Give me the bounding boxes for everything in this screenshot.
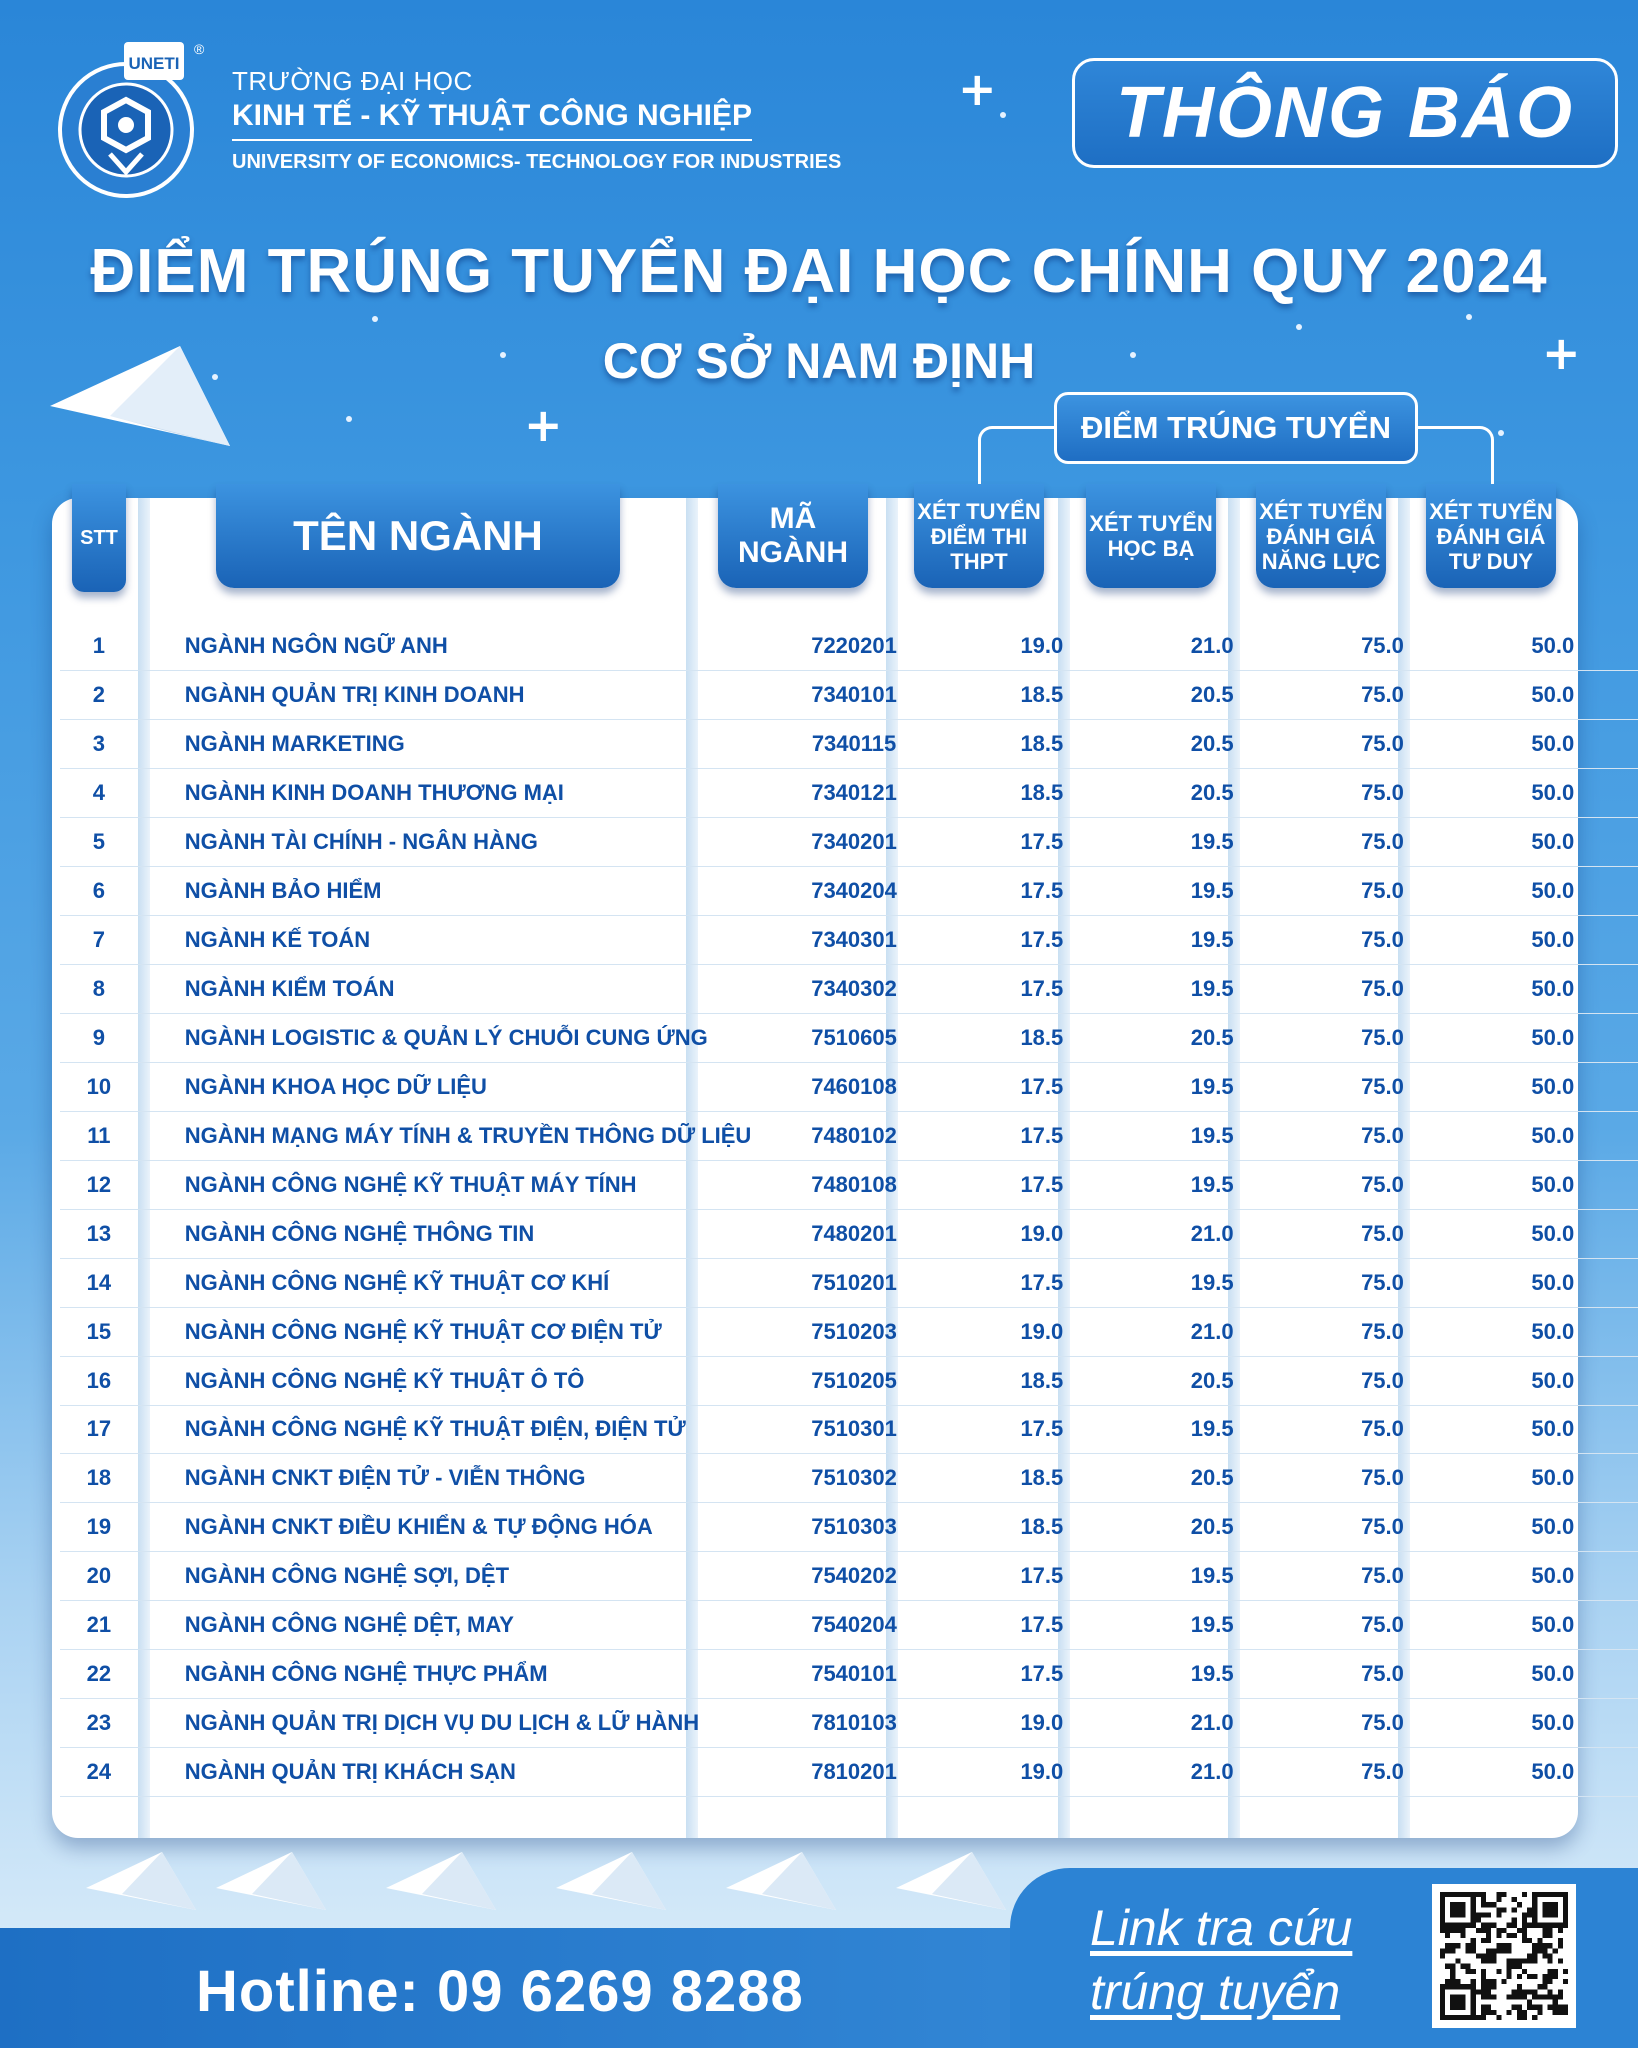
- row-score-tuduy: 50.0: [1468, 1014, 1638, 1063]
- row-score-tuduy: 50.0: [1468, 916, 1638, 965]
- row-score-nangluc: 75.0: [1297, 622, 1467, 671]
- row-major-name: NGÀNH QUẢN TRỊ KINH DOANH: [138, 671, 752, 720]
- paper-plane-icon: [896, 1852, 1006, 1912]
- row-score-nangluc: 75.0: [1297, 1503, 1467, 1552]
- header-code: [718, 484, 868, 588]
- table-row: [60, 1503, 1638, 1552]
- header-nangluc-line: XÉT TUYỂN: [1259, 498, 1383, 524]
- row-score-thpt: 17.5: [957, 1258, 1127, 1307]
- row-major-code: 7340201: [751, 818, 956, 867]
- header-stt-label: STT: [80, 526, 118, 549]
- row-score-tuduy: 50.0: [1468, 1503, 1638, 1552]
- row-score-nangluc: 75.0: [1297, 1258, 1467, 1307]
- row-score-hocba: 21.0: [1127, 1699, 1297, 1748]
- header-code-line: NGÀNH: [738, 536, 848, 569]
- row-score-thpt: 17.5: [957, 1650, 1127, 1699]
- row-score-nangluc: 75.0: [1297, 769, 1467, 818]
- table-row: [60, 769, 1638, 818]
- table-row: [60, 965, 1638, 1014]
- header-thpt-line: THPT: [950, 548, 1008, 574]
- lookup-link-line-2[interactable]: trúng tuyển: [1090, 1964, 1341, 2020]
- school-line-2: KINH TẾ - KỸ THUẬT CÔNG NGHIỆP: [232, 99, 752, 141]
- row-stt: 19: [60, 1503, 138, 1552]
- row-major-name: NGÀNH TÀI CHÍNH - NGÂN HÀNG: [138, 818, 752, 867]
- header-name-label: TÊN NGÀNH: [293, 512, 543, 559]
- row-score-thpt: 19.0: [957, 1209, 1127, 1258]
- row-score-nangluc: 75.0: [1297, 1748, 1467, 1797]
- row-major-name: NGÀNH CÔNG NGHỆ KỸ THUẬT CƠ KHÍ: [138, 1258, 752, 1307]
- row-major-name: NGÀNH KIỂM TOÁN: [138, 965, 752, 1014]
- header-thpt-line: ĐIỂM THI: [930, 523, 1028, 549]
- row-score-tuduy: 50.0: [1468, 867, 1638, 916]
- row-score-thpt: 17.5: [957, 965, 1127, 1014]
- row-score-thpt: 17.5: [957, 867, 1127, 916]
- row-stt: 20: [60, 1552, 138, 1601]
- row-score-tuduy: 50.0: [1468, 1405, 1638, 1454]
- page-title: ĐIỂM TRÚNG TUYỂN ĐẠI HỌC CHÍNH QUY 2024: [90, 237, 1548, 306]
- row-score-hocba: 19.5: [1127, 1160, 1297, 1209]
- row-major-name: NGÀNH KẾ TOÁN: [138, 916, 752, 965]
- score-group-label: ĐIỂM TRÚNG TUYỂN: [1054, 392, 1418, 464]
- header-name: [216, 484, 620, 588]
- row-score-thpt: 17.5: [957, 1062, 1127, 1111]
- row-stt: 23: [60, 1699, 138, 1748]
- row-score-nangluc: 75.0: [1297, 1356, 1467, 1405]
- row-stt: 12: [60, 1160, 138, 1209]
- row-stt: 1: [60, 622, 138, 671]
- header-tuduy-line: ĐÁNH GIÁ: [1436, 523, 1546, 549]
- row-major-name: NGÀNH BẢO HIỂM: [138, 867, 752, 916]
- row-score-nangluc: 75.0: [1297, 1209, 1467, 1258]
- row-major-name: NGÀNH CNKT ĐIỆN TỬ - VIỄN THÔNG: [138, 1454, 752, 1503]
- row-major-code: 7540204: [751, 1601, 956, 1650]
- row-major-code: 7510203: [751, 1307, 956, 1356]
- table-row: [60, 1014, 1638, 1063]
- row-score-nangluc: 75.0: [1297, 1650, 1467, 1699]
- row-major-name: NGÀNH CÔNG NGHỆ KỸ THUẬT CƠ ĐIỆN TỬ: [138, 1307, 752, 1356]
- header-hocba-line: HỌC BẠ: [1107, 536, 1195, 561]
- row-score-thpt: 17.5: [957, 1601, 1127, 1650]
- row-score-hocba: 19.5: [1127, 1111, 1297, 1160]
- row-score-thpt: 18.5: [957, 1454, 1127, 1503]
- table-row: [60, 1405, 1638, 1454]
- paper-plane-icon: [386, 1852, 496, 1912]
- row-stt: 17: [60, 1405, 138, 1454]
- row-major-name: NGÀNH CÔNG NGHỆ KỸ THUẬT Ô TÔ: [138, 1356, 752, 1405]
- row-major-code: 7340121: [751, 769, 956, 818]
- row-score-tuduy: 50.0: [1468, 1699, 1638, 1748]
- row-score-tuduy: 50.0: [1468, 622, 1638, 671]
- logo-text: UNETI: [128, 54, 180, 73]
- row-stt: 3: [60, 720, 138, 769]
- row-score-hocba: 19.5: [1127, 1552, 1297, 1601]
- results-table: [60, 622, 1638, 1797]
- row-score-hocba: 19.5: [1127, 1062, 1297, 1111]
- row-major-code: 7340115: [751, 720, 956, 769]
- row-major-name: NGÀNH QUẢN TRỊ KHÁCH SẠN: [138, 1748, 752, 1797]
- header-tuduy: [1426, 484, 1556, 588]
- row-score-thpt: 18.5: [957, 1503, 1127, 1552]
- row-score-thpt: 17.5: [957, 1111, 1127, 1160]
- row-major-name: NGÀNH CÔNG NGHỆ THÔNG TIN: [138, 1209, 752, 1258]
- table-row: [60, 1062, 1638, 1111]
- row-score-tuduy: 50.0: [1468, 769, 1638, 818]
- row-score-tuduy: 50.0: [1468, 1307, 1638, 1356]
- lookup-link[interactable]: [1090, 1896, 1352, 2024]
- row-score-thpt: 18.5: [957, 671, 1127, 720]
- row-score-tuduy: 50.0: [1468, 818, 1638, 867]
- row-major-code: 7510205: [751, 1356, 956, 1405]
- university-logo: [52, 41, 205, 202]
- table-row: [60, 622, 1638, 671]
- row-score-nangluc: 75.0: [1297, 1111, 1467, 1160]
- header-stt: [72, 484, 126, 592]
- row-score-thpt: 19.0: [957, 1307, 1127, 1356]
- row-score-hocba: 20.5: [1127, 1014, 1297, 1063]
- row-major-code: 7220201: [751, 622, 956, 671]
- row-score-thpt: 17.5: [957, 1552, 1127, 1601]
- row-score-tuduy: 50.0: [1468, 1748, 1638, 1797]
- row-major-name: NGÀNH CÔNG NGHỆ DỆT, MAY: [138, 1601, 752, 1650]
- row-score-hocba: 19.5: [1127, 965, 1297, 1014]
- row-major-code: 7510301: [751, 1405, 956, 1454]
- row-score-tuduy: 50.0: [1468, 671, 1638, 720]
- row-major-code: 7480201: [751, 1209, 956, 1258]
- row-score-tuduy: 50.0: [1468, 1454, 1638, 1503]
- row-major-code: 7340204: [751, 867, 956, 916]
- row-score-tuduy: 50.0: [1468, 1062, 1638, 1111]
- row-score-hocba: 21.0: [1127, 1209, 1297, 1258]
- row-stt: 4: [60, 769, 138, 818]
- star-dot: [1466, 314, 1472, 320]
- row-major-code: 7810201: [751, 1748, 956, 1797]
- school-name: [232, 66, 841, 174]
- row-stt: 14: [60, 1258, 138, 1307]
- row-major-name: NGÀNH MẠNG MÁY TÍNH & TRUYỀN THÔNG DỮ LIỆU: [138, 1111, 752, 1160]
- header-thpt: [914, 484, 1044, 588]
- row-stt: 22: [60, 1650, 138, 1699]
- header-tuduy-line: XÉT TUYỂN: [1429, 498, 1553, 524]
- row-score-hocba: 21.0: [1127, 622, 1297, 671]
- row-stt: 5: [60, 818, 138, 867]
- row-stt: 9: [60, 1014, 138, 1063]
- row-major-code: 7340302: [751, 965, 956, 1014]
- row-score-nangluc: 75.0: [1297, 1014, 1467, 1063]
- paper-plane-icon: [216, 1852, 326, 1912]
- row-score-thpt: 19.0: [957, 1748, 1127, 1797]
- row-score-nangluc: 75.0: [1297, 867, 1467, 916]
- row-major-name: NGÀNH CÔNG NGHỆ THỰC PHẨM: [138, 1650, 752, 1699]
- star-dot: [1296, 324, 1302, 330]
- row-major-name: NGÀNH CNKT ĐIỀU KHIỂN & TỰ ĐỘNG HÓA: [138, 1503, 752, 1552]
- row-major-name: NGÀNH KHOA HỌC DỮ LIỆU: [138, 1062, 752, 1111]
- hotline-text: Hotline: 09 6269 8288: [196, 1959, 804, 2024]
- row-score-nangluc: 75.0: [1297, 916, 1467, 965]
- row-score-hocba: 19.5: [1127, 1650, 1297, 1699]
- table-row: [60, 1111, 1638, 1160]
- row-stt: 15: [60, 1307, 138, 1356]
- row-score-tuduy: 50.0: [1468, 1650, 1638, 1699]
- table-row: [60, 1601, 1638, 1650]
- row-major-name: NGÀNH QUẢN TRỊ DỊCH VỤ DU LỊCH & LỮ HÀNH: [138, 1699, 752, 1748]
- row-score-hocba: 19.5: [1127, 867, 1297, 916]
- paper-plane-icon: [86, 1852, 196, 1912]
- row-major-code: 7510201: [751, 1258, 956, 1307]
- star-dot: [346, 416, 352, 422]
- row-major-code: 7540202: [751, 1552, 956, 1601]
- row-stt: 10: [60, 1062, 138, 1111]
- row-score-hocba: 19.5: [1127, 916, 1297, 965]
- row-score-tuduy: 50.0: [1468, 1209, 1638, 1258]
- sparkle-icon: +: [524, 398, 563, 452]
- star-dot: [1498, 430, 1504, 436]
- header-tuduy-line: TƯ DUY: [1448, 548, 1534, 574]
- svg-text:®: ®: [194, 41, 205, 57]
- row-major-code: 7540101: [751, 1650, 956, 1699]
- row-major-code: 7460108: [751, 1062, 956, 1111]
- row-score-tuduy: 50.0: [1468, 1111, 1638, 1160]
- row-major-name: NGÀNH CÔNG NGHỆ KỸ THUẬT MÁY TÍNH: [138, 1160, 752, 1209]
- star-dot: [372, 316, 378, 322]
- row-score-nangluc: 75.0: [1297, 720, 1467, 769]
- header-code-line: MÃ: [769, 502, 817, 535]
- row-score-nangluc: 75.0: [1297, 818, 1467, 867]
- row-score-nangluc: 75.0: [1297, 1454, 1467, 1503]
- row-stt: 8: [60, 965, 138, 1014]
- lookup-link-line-1[interactable]: Link tra cứu: [1090, 1900, 1353, 1956]
- table-row: [60, 1160, 1638, 1209]
- row-score-hocba: 20.5: [1127, 769, 1297, 818]
- row-score-nangluc: 75.0: [1297, 1601, 1467, 1650]
- header-nangluc-line: NĂNG LỰC: [1261, 548, 1381, 574]
- row-major-code: 7510303: [751, 1503, 956, 1552]
- table-row: [60, 671, 1638, 720]
- row-score-tuduy: 50.0: [1468, 1160, 1638, 1209]
- table-row: [60, 1699, 1638, 1748]
- table-row: [60, 818, 1638, 867]
- notice-badge: THÔNG BÁO: [1072, 58, 1618, 168]
- row-score-thpt: 17.5: [957, 1160, 1127, 1209]
- row-score-hocba: 19.5: [1127, 1405, 1297, 1454]
- sparkle-icon: +: [958, 62, 997, 116]
- row-major-code: 7480102: [751, 1111, 956, 1160]
- row-score-tuduy: 50.0: [1468, 1552, 1638, 1601]
- row-stt: 11: [60, 1111, 138, 1160]
- row-score-nangluc: 75.0: [1297, 1699, 1467, 1748]
- row-major-code: 7510605: [751, 1014, 956, 1063]
- header-nangluc-line: ĐÁNH GIÁ: [1266, 523, 1376, 549]
- paper-plane-icon: [726, 1852, 836, 1912]
- row-stt: 7: [60, 916, 138, 965]
- table-row: [60, 720, 1638, 769]
- row-score-tuduy: 50.0: [1468, 965, 1638, 1014]
- table-row: [60, 867, 1638, 916]
- row-score-hocba: 21.0: [1127, 1307, 1297, 1356]
- sparkle-icon: +: [1542, 326, 1581, 380]
- row-score-hocba: 20.5: [1127, 671, 1297, 720]
- row-score-nangluc: 75.0: [1297, 671, 1467, 720]
- row-score-hocba: 20.5: [1127, 720, 1297, 769]
- row-stt: 6: [60, 867, 138, 916]
- row-score-thpt: 17.5: [957, 1405, 1127, 1454]
- table-row: [60, 1454, 1638, 1503]
- row-score-thpt: 18.5: [957, 1356, 1127, 1405]
- table-row: [60, 1650, 1638, 1699]
- row-score-hocba: 19.5: [1127, 1601, 1297, 1650]
- row-major-code: 7480108: [751, 1160, 956, 1209]
- row-score-thpt: 18.5: [957, 720, 1127, 769]
- table-row: [60, 1748, 1638, 1797]
- row-score-nangluc: 75.0: [1297, 1062, 1467, 1111]
- row-score-thpt: 17.5: [957, 818, 1127, 867]
- row-score-nangluc: 75.0: [1297, 1160, 1467, 1209]
- paper-plane-icon: [556, 1852, 666, 1912]
- row-score-hocba: 21.0: [1127, 1748, 1297, 1797]
- row-major-name: NGÀNH KINH DOANH THƯƠNG MẠI: [138, 769, 752, 818]
- row-major-name: NGÀNH MARKETING: [138, 720, 752, 769]
- row-stt: 24: [60, 1748, 138, 1797]
- row-major-name: NGÀNH LOGISTIC & QUẢN LÝ CHUỖI CUNG ỨNG: [138, 1014, 752, 1063]
- row-major-code: 7810103: [751, 1699, 956, 1748]
- row-major-name: NGÀNH NGÔN NGỮ ANH: [138, 622, 752, 671]
- table-row: [60, 1552, 1638, 1601]
- row-stt: 18: [60, 1454, 138, 1503]
- row-score-tuduy: 50.0: [1468, 1601, 1638, 1650]
- row-major-code: 7340301: [751, 916, 956, 965]
- row-score-hocba: 20.5: [1127, 1454, 1297, 1503]
- row-stt: 21: [60, 1601, 138, 1650]
- row-major-code: 7510302: [751, 1454, 956, 1503]
- school-line-3: UNIVERSITY OF ECONOMICS- TECHNOLOGY FOR INDUSTRIES: [232, 151, 842, 173]
- row-major-code: 7340101: [751, 671, 956, 720]
- header-nangluc: [1256, 484, 1386, 588]
- table-row: [60, 1307, 1638, 1356]
- table-row: [60, 1356, 1638, 1405]
- school-line-1: TRƯỜNG ĐẠI HỌC: [232, 66, 473, 96]
- qr-code-icon[interactable]: [1432, 1884, 1576, 2028]
- row-score-tuduy: 50.0: [1468, 1258, 1638, 1307]
- row-score-thpt: 18.5: [957, 1014, 1127, 1063]
- page-subtitle: CƠ SỞ NAM ĐỊNH: [602, 333, 1036, 389]
- row-score-tuduy: 50.0: [1468, 720, 1638, 769]
- row-stt: 2: [60, 671, 138, 720]
- row-stt: 13: [60, 1209, 138, 1258]
- row-score-hocba: 20.5: [1127, 1356, 1297, 1405]
- row-score-tuduy: 50.0: [1468, 1356, 1638, 1405]
- row-score-nangluc: 75.0: [1297, 965, 1467, 1014]
- row-stt: 16: [60, 1356, 138, 1405]
- header-hocba: [1086, 484, 1216, 588]
- row-score-hocba: 19.5: [1127, 1258, 1297, 1307]
- row-score-nangluc: 75.0: [1297, 1405, 1467, 1454]
- row-score-thpt: 19.0: [957, 1699, 1127, 1748]
- table-row: [60, 1209, 1638, 1258]
- table-row: [60, 916, 1638, 965]
- table-row: [60, 1258, 1638, 1307]
- header-hocba-line: XÉT TUYỂN: [1089, 511, 1213, 536]
- row-score-nangluc: 75.0: [1297, 1552, 1467, 1601]
- row-score-hocba: 19.5: [1127, 818, 1297, 867]
- row-score-nangluc: 75.0: [1297, 1307, 1467, 1356]
- star-dot: [1000, 112, 1006, 118]
- row-score-hocba: 20.5: [1127, 1503, 1297, 1552]
- header-thpt-line: XÉT TUYỂN: [917, 498, 1041, 524]
- row-score-thpt: 19.0: [957, 622, 1127, 671]
- row-major-name: NGÀNH CÔNG NGHỆ SỢI, DỆT: [138, 1552, 752, 1601]
- row-major-name: NGÀNH CÔNG NGHỆ KỸ THUẬT ĐIỆN, ĐIỆN TỬ: [138, 1405, 752, 1454]
- row-score-thpt: 17.5: [957, 916, 1127, 965]
- row-score-thpt: 18.5: [957, 769, 1127, 818]
